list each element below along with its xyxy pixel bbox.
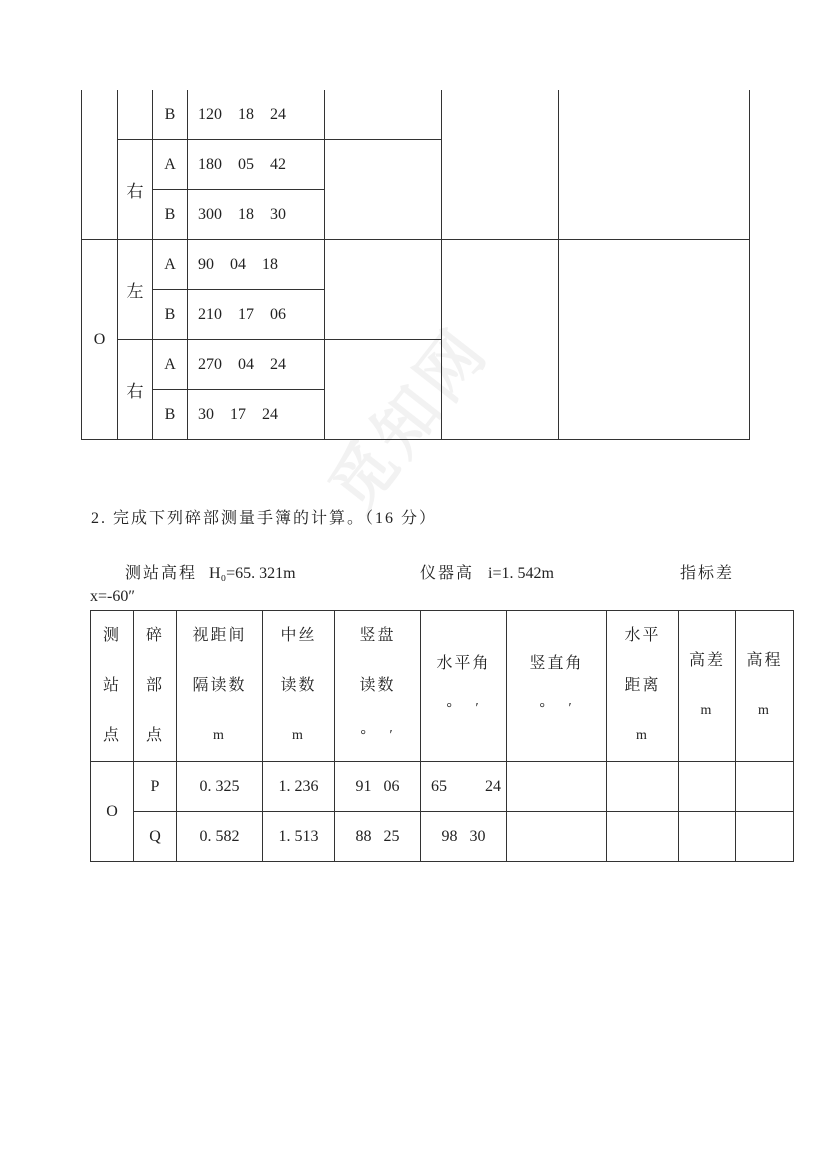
reading-cell: 300 18 30 (188, 190, 325, 240)
header-line: 视距间 (192, 627, 247, 644)
header-stadia-interval (177, 611, 263, 762)
half-round-angle-cell (325, 140, 442, 240)
target-cell: B (153, 390, 188, 440)
point-cell: Q (134, 812, 177, 862)
stadia-cell: 0. 582 (177, 812, 263, 862)
header-line: 竖直角 (529, 655, 584, 672)
middle-wire-cell: 1. 236 (263, 762, 335, 812)
header-unit: m (700, 703, 714, 718)
index-error-value: x=-60″ (90, 588, 136, 605)
header-line: 中丝 (280, 627, 317, 644)
target-cell: A (153, 140, 188, 190)
mean-angle-cell (559, 240, 750, 440)
question-title: 2. 完成下列碎部测量手簿的计算。（16 分） (91, 510, 438, 527)
side-cell: 右 (118, 140, 153, 240)
header-line: 点 (102, 727, 121, 744)
table-row (82, 90, 750, 140)
header-unit: ° ′ (539, 701, 574, 716)
header-line: 读数 (359, 677, 396, 694)
horizontal-angle-cell: 65 24 (421, 762, 507, 812)
reading-cell: 270 04 24 (188, 340, 325, 390)
instrument-height-value: i=1. 542m (488, 565, 554, 582)
horizontal-angle-cell: 98 30 (421, 812, 507, 862)
instrument-height-label: 仪器高 (420, 565, 475, 582)
target-cell: B (153, 190, 188, 240)
half-round-angle-cell (325, 90, 442, 140)
elevation-cell (736, 812, 794, 862)
header-line: 高程 (746, 652, 783, 669)
header-vertical-angle (507, 611, 607, 762)
target-cell: A (153, 340, 188, 390)
side-cell: 左 (118, 240, 153, 340)
header-middle-wire (263, 611, 335, 762)
header-line: 部 (145, 677, 164, 694)
mean-angle-cell (559, 90, 750, 240)
round-angle-cell (442, 240, 559, 440)
reading-cell: 30 17 24 (188, 390, 325, 440)
header-elevation (736, 611, 794, 762)
height-difference-cell (679, 812, 736, 862)
header-line: 高差 (688, 652, 725, 669)
reading-cell: 180 05 42 (188, 140, 325, 190)
station-cell (82, 90, 118, 240)
header-unit: ° ′ (446, 701, 481, 716)
vertical-angle-cell (507, 762, 607, 812)
vertical-angle-cell (507, 812, 607, 862)
height-difference-cell (679, 762, 736, 812)
station-elevation (125, 560, 296, 583)
header-line: 水平角 (436, 655, 491, 672)
header-unit: m (758, 703, 771, 718)
table-row (91, 812, 794, 862)
header-line: 站 (102, 677, 121, 694)
side-cell (118, 90, 153, 140)
target-cell: B (153, 90, 188, 140)
header-horizontal-angle (421, 611, 507, 762)
half-round-angle-cell (325, 340, 442, 440)
header-line: 水平 (624, 627, 661, 644)
reading-cell: 120 18 24 (188, 90, 325, 140)
horizontal-distance-cell (607, 762, 679, 812)
header-line: 竖盘 (359, 627, 396, 644)
target-cell: B (153, 290, 188, 340)
station-cell: O (82, 240, 118, 440)
header-line: 碎 (145, 627, 164, 644)
header-detail-point (134, 611, 177, 762)
station-elevation-label: 测站高程 (125, 565, 198, 582)
header-line: 点 (145, 727, 164, 744)
header-row (91, 611, 794, 762)
header-unit: m (292, 728, 305, 743)
elevation-cell (736, 762, 794, 812)
instrument-height (420, 560, 554, 583)
half-round-angle-cell (325, 240, 442, 340)
side-cell: 右 (118, 340, 153, 440)
detail-survey-table (90, 610, 794, 862)
vertical-reading-cell: 91 06 (335, 762, 421, 812)
header-height-difference (679, 611, 736, 762)
stadia-cell: 0. 325 (177, 762, 263, 812)
vertical-reading-cell: 88 25 (335, 812, 421, 862)
header-line: 隔读数 (192, 677, 247, 694)
station-cell: O (91, 762, 134, 862)
point-cell: P (134, 762, 177, 812)
header-unit: m (636, 728, 649, 743)
header-station (91, 611, 134, 762)
reading-cell: 210 17 06 (188, 290, 325, 340)
header-line: 距离 (624, 677, 661, 694)
round-angle-cell (442, 90, 559, 240)
watermark: 觅知网 (316, 314, 502, 524)
header-line: 读数 (280, 677, 317, 694)
header-unit: m (213, 728, 226, 743)
target-cell: A (153, 240, 188, 290)
table-row (91, 762, 794, 812)
reading-cell: 90 04 18 (188, 240, 325, 290)
header-horizontal-distance (607, 611, 679, 762)
index-error-label: 指标差 (680, 565, 735, 582)
header-vertical-circle (335, 611, 421, 762)
header-line: 测 (102, 627, 121, 644)
header-unit: ° ′ (360, 728, 395, 743)
table-row (82, 240, 750, 290)
station-elevation-value: H₀=65. 321m (209, 565, 296, 582)
horizontal-distance-cell (607, 812, 679, 862)
angle-observation-table (81, 90, 750, 440)
middle-wire-cell: 1. 513 (263, 812, 335, 862)
